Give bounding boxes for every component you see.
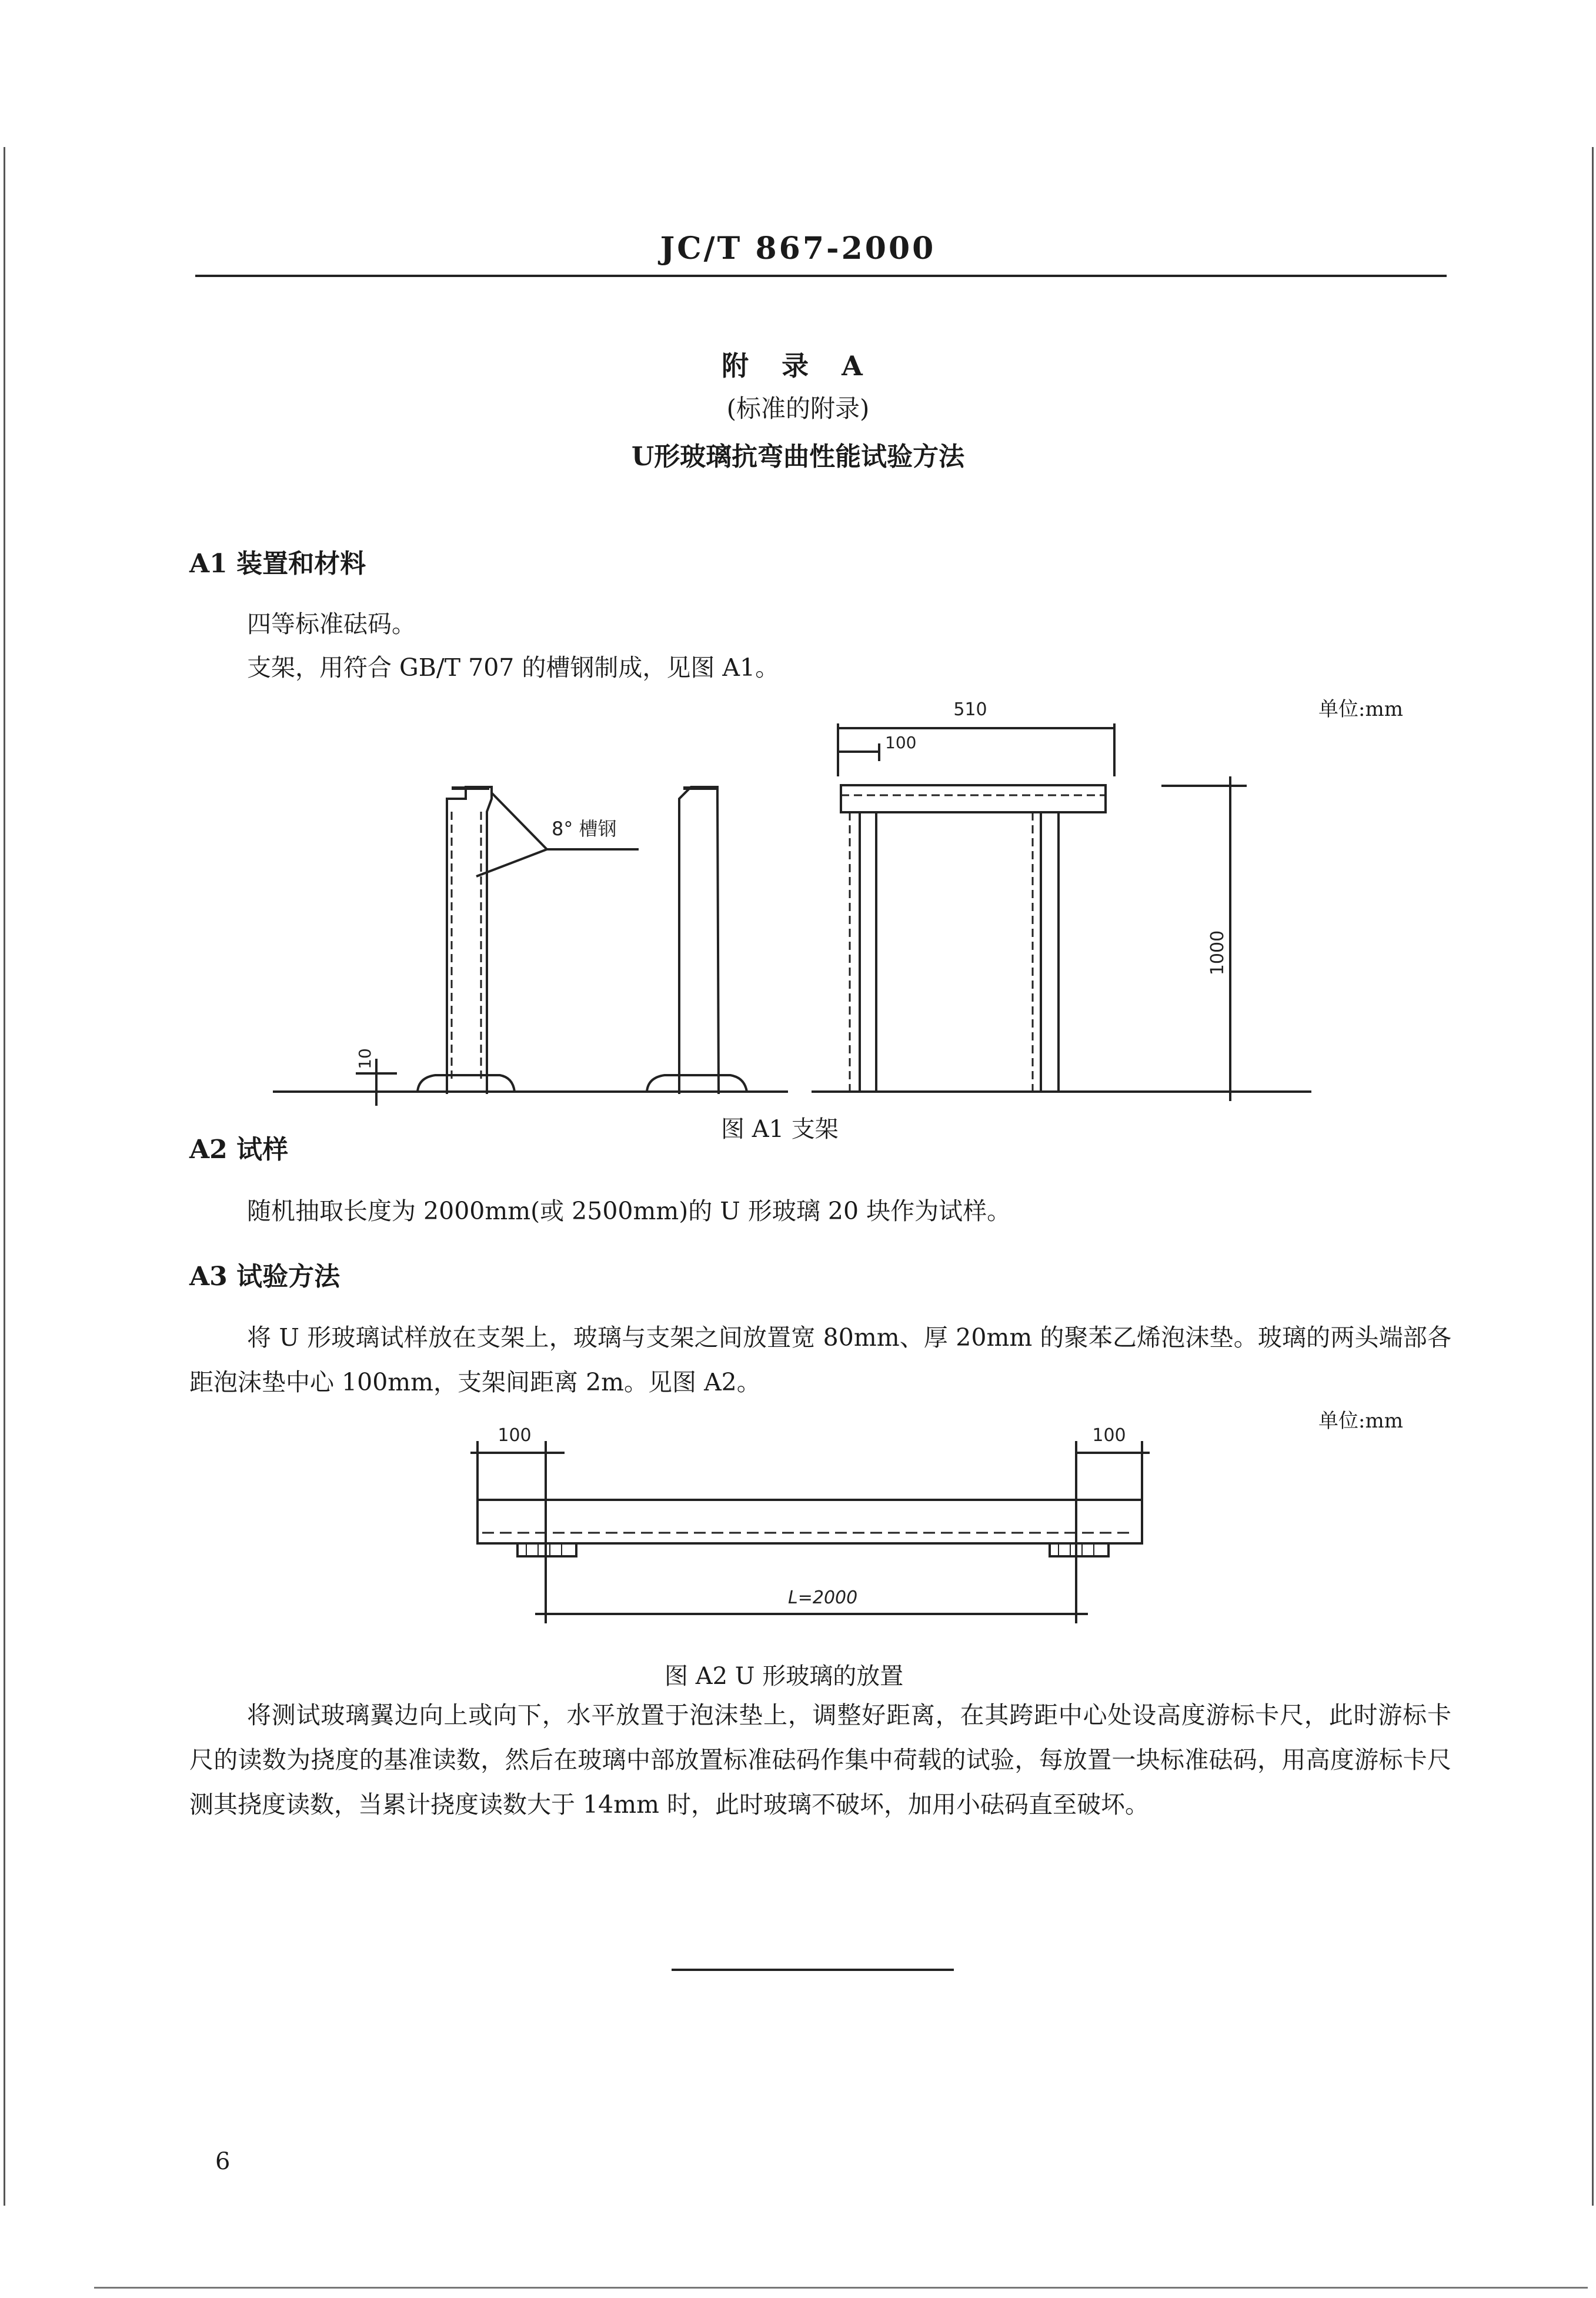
section-a2-text: 随机抽取长度为 2000mm(或 2500mm)的 U 形玻璃 20 块作为试样。 <box>247 1197 1011 1225</box>
middle-base <box>647 1075 747 1092</box>
section-a3-para2: 将测试玻璃翼边向上或向下，水平放置于泡沫垫上，调整好距离，在其跨距中心处设高度游标卡尺，此时游标卡尺的读数为挠度的基准读数，然后在玻璃中部放置标准砝码作集中荷载的试验，每放置一块标准砝码，用高度游标卡尺测其挠度读数，当累计挠度读数大于 14mm 时，此时玻璃不破坏，加用小砝码直至破坏。 <box>189 1701 1451 1819</box>
dim-510: 510 <box>953 699 987 720</box>
glass-body <box>478 1500 1142 1543</box>
dim-left-100: 100 <box>498 1425 532 1446</box>
appendix-subtitle: (标准的附录) <box>726 394 870 423</box>
channel-label: 8° 槽钢 <box>552 818 617 840</box>
left-column <box>447 787 492 1094</box>
closing-rule <box>672 1969 954 1971</box>
dim-1000: 1000 <box>1207 930 1228 976</box>
section-a2-heading: A2 试样 <box>189 1135 289 1165</box>
dim-100-top: 100 <box>885 733 917 752</box>
section-a3-heading: A3 试验方法 <box>189 1262 340 1292</box>
header-rule <box>195 275 1447 277</box>
dim-10: 10 <box>355 1048 375 1069</box>
section-a1-line1: 四等标准砝码。 <box>247 610 416 638</box>
section-a1-heading: A1 装置和材料 <box>189 549 366 579</box>
dim-right-100: 100 <box>1092 1425 1126 1446</box>
figure-a2-caption: 图 A2 U 形玻璃的放置 <box>665 1663 904 1690</box>
figure-a2-unit: 单位:mm <box>1318 1409 1403 1433</box>
figure-a2-drawing <box>459 1418 1164 1635</box>
figure-a1-caption: 图 A1 支架 <box>721 1116 839 1143</box>
side-beam <box>841 785 1106 812</box>
section-a1-line2: 支架，用符合 GB/T 707 的槽钢制成，见图 A1。 <box>247 653 780 682</box>
appendix-title: 附 录 A <box>722 350 874 382</box>
page-number: 6 <box>215 2148 231 2175</box>
middle-column <box>679 787 719 1094</box>
figure-a1-drawing <box>259 694 1323 1118</box>
appendix-name: U形玻璃抗弯曲性能试验方法 <box>631 442 965 472</box>
left-base <box>418 1075 515 1092</box>
standard-number-header: JC/T 867-2000 <box>660 231 936 266</box>
figure-a1-unit: 单位:mm <box>1318 698 1403 721</box>
dim-span: L=2000 <box>788 1587 858 1608</box>
section-a3-para1: 将 U 形玻璃试样放在支架上，玻璃与支架之间放置宽 80mm、厚 20mm 的聚苯乙烯泡沫垫。玻璃的两头端部各距泡沫垫中心 100mm，支架间距离 2m。见图 A2。 <box>189 1323 1451 1396</box>
scan-edge-bottom <box>94 2287 1588 2289</box>
